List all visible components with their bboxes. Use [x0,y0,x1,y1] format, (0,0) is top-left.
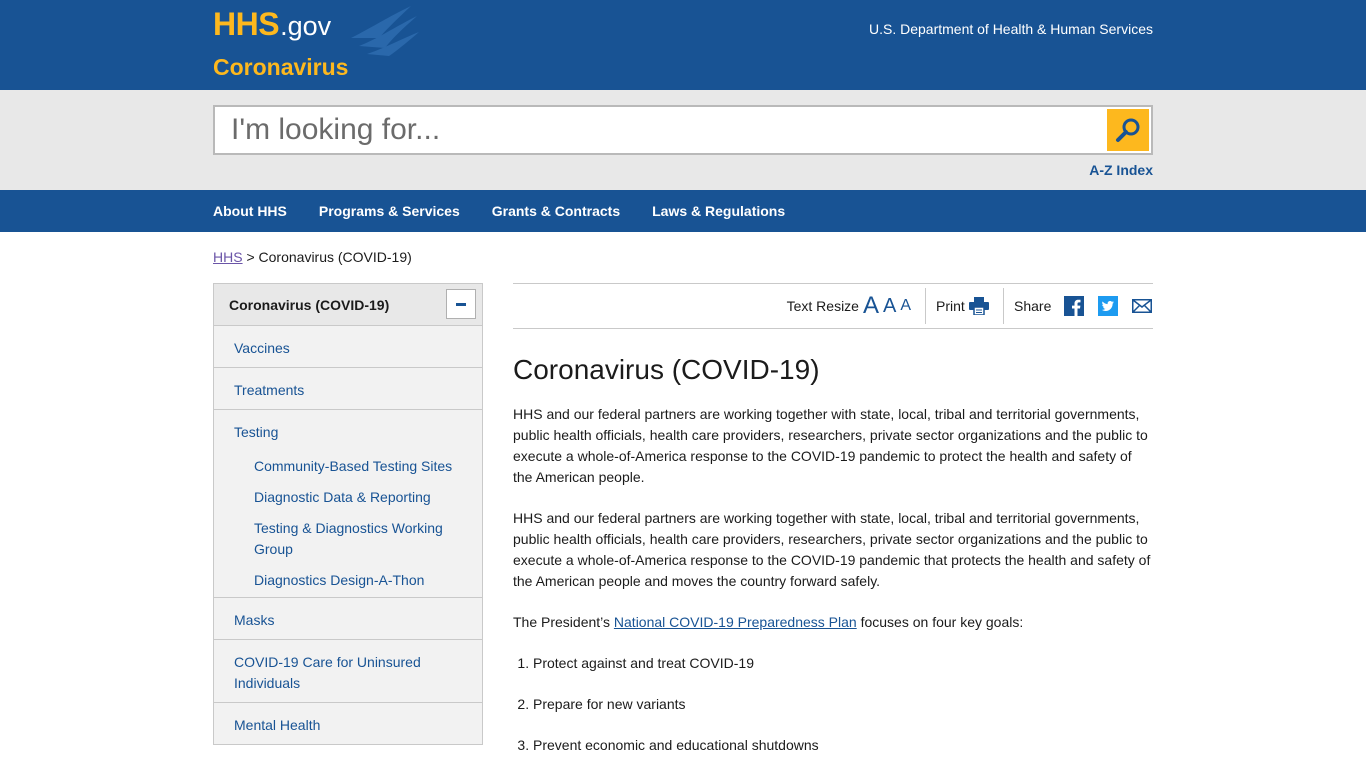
sidebar-item-vaccines[interactable]: Vaccines [214,326,482,368]
sidebar-testing-subitems [214,450,482,597]
site-name[interactable]: Coronavirus [213,54,349,80]
nav-item-laws-regulations[interactable]: Laws & Regulations [652,203,786,219]
main-content [513,283,1153,776]
sidebar-subitem-working-group[interactable]: Testing & Diagnostics Working Group [254,520,443,557]
sidebar-subitem-design-a-thon[interactable]: Diagnostics Design-A-Thon [254,572,425,588]
breadcrumb-current: Coronavirus (COVID-19) [258,249,412,265]
breadcrumb-separator: > [246,249,255,265]
nav-item-programs-services[interactable]: Programs & Services [318,203,460,219]
share-group [1003,288,1153,324]
search-input[interactable] [215,107,1103,153]
sidebar-item-mental-health[interactable]: Mental Health [234,717,321,733]
goals-intro-suffix: focuses on four key goals: [856,614,1024,630]
sidebar-subitem-diagnostic-data[interactable]: Diagnostic Data & Reporting [254,489,431,505]
department-name: U.S. Department of Health & Human Services [868,21,1153,37]
nav-item-grants-contracts[interactable]: Grants & Contracts [491,203,621,219]
main-nav [0,190,1366,232]
sidebar-item-treatments[interactable]: Treatments [214,368,482,410]
search-button[interactable] [1107,109,1149,151]
goal-item: 1. Protect against and treat COVID-19 [533,653,1153,674]
share-label: Share [1014,298,1052,314]
sidebar-title: Coronavirus (COVID-19) [229,297,390,313]
twitter-icon[interactable] [1098,296,1118,316]
goals-intro-paragraph [513,612,1153,633]
search-icon [1115,117,1141,143]
sidebar-subitem-community-testing-sites[interactable]: Community-Based Testing Sites [254,458,453,474]
text-resize-group [787,288,911,324]
sidebar-item-testing[interactable]: Testing [234,424,279,440]
text-resize-label: Text Resize [786,298,859,314]
page-title: Coronavirus (COVID-19) [513,354,820,385]
logo-gov-text: .gov [280,11,332,41]
hhs-logo[interactable] [213,6,331,43]
nav-item-about-hhs[interactable]: About HHS [213,203,287,219]
goals-list [513,653,1153,756]
sidebar-nav [213,283,483,745]
printer-icon [969,297,989,315]
text-size-medium-button[interactable]: A [882,295,897,317]
sidebar-group-testing [214,410,482,598]
preparedness-plan-link[interactable]: National COVID-19 Preparedness Plan [613,614,857,630]
sidebar-header [214,284,482,326]
text-size-small-button[interactable]: A [900,297,911,314]
sidebar-item-masks[interactable]: Masks [214,598,482,640]
print-label: Print [936,298,965,314]
sidebar-item-uninsured-care[interactable]: COVID-19 Care for Uninsured Individuals [214,640,482,703]
page-toolbar [513,283,1153,329]
facebook-icon[interactable] [1064,296,1084,316]
breadcrumb [213,249,412,265]
goals-intro-prefix: The President’s [513,614,614,630]
minus-icon [456,303,466,306]
intro-paragraph-2: HHS and our federal partners are working together with state, local, tribal and territorial governments, public health officials, health care providers, researchers, private sector organizations and the public to execute a whole-of-America response to the COVID-19 pandemic that protects the health and safety of the American people and moves the country forward safely. [513,510,1151,589]
search-box [213,105,1153,155]
sidebar-collapse-button[interactable] [446,289,476,319]
breadcrumb-home-link[interactable]: HHS [213,249,243,265]
email-icon[interactable] [1132,299,1152,313]
text-size-large-button[interactable]: A [862,292,879,319]
print-button[interactable] [925,288,1003,324]
goal-item: 2. Prepare for new variants [533,694,1153,715]
az-index-link[interactable]: A-Z Index [1089,162,1153,178]
intro-paragraph-1: HHS and our federal partners are working together with state, local, tribal and territorial governments, public health officials, health care providers, researchers, private sector organizations and the public to execute a whole-of-America response to the COVID-19 pandemic to protect the health and safety of the American people. [513,406,1148,485]
goal-item: 3. Prevent economic and educational shutdowns [533,735,1153,756]
logo-hhs-text: HHS [213,6,280,42]
site-header [0,0,1366,90]
eagle-icon [341,0,421,58]
search-band [0,90,1366,190]
